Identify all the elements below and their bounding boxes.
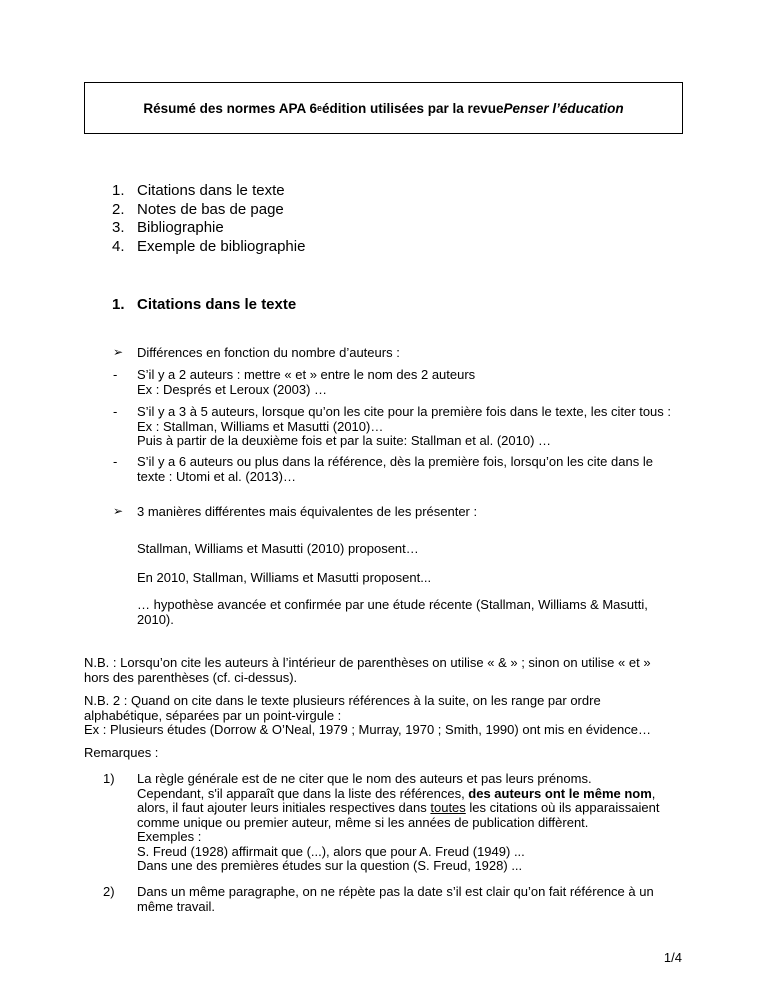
arrow-bullet-icon: ➢ <box>113 345 124 359</box>
dash-bullet: - <box>113 454 118 469</box>
dash-bullet: - <box>113 367 118 382</box>
example-line: Stallman, Williams et Masutti (2010) proposent… <box>137 541 419 556</box>
document-title <box>84 82 683 134</box>
dash-item: S’il y a 3 à 5 auteurs, lorsque qu’on les cite pour la première fois dans le texte, les citer tous : Ex : Stallman, Williams et Masutti (2010)… Puis à partir de la deuxième fois et par la suite: Stallman et al. (2010) … <box>137 404 671 448</box>
title-superscript: e <box>316 103 322 113</box>
page-number: 1/4 <box>663 950 682 965</box>
bullet-text: Différences en fonction du nombre d’auteurs : <box>137 345 400 360</box>
toc-item: 3. Bibliographie <box>112 219 224 236</box>
toc-item: 2. Notes de bas de page <box>112 200 284 218</box>
journal-name: Penser l’éducation <box>503 100 624 116</box>
arrow-bullet-icon: ➢ <box>113 504 124 518</box>
dash-item: S’il y a 6 auteurs ou plus dans la référence, dès la première fois, lorsqu’on les cite dans le texte : Utomi et al. (2013)… <box>137 454 653 484</box>
remark-number: 1) <box>103 771 115 786</box>
bullet-text: 3 manières différentes mais équivalentes de les présenter : <box>137 504 478 519</box>
remark-item: Dans un même paragraphe, on ne répète pas la date s’il est clair qu’on fait référence à un même travail. <box>137 884 654 914</box>
note-paragraph: N.B. : Lorsqu’on cite les auteurs à l’intérieur de parenthèses on utilise « & » ; sinon on utilise « et » hors des parenthèses (cf. ci-dessus). <box>84 655 651 685</box>
title-prefix: Résumé des normes APA 6 <box>143 100 317 116</box>
note-paragraph: N.B. 2 : Quand on cite dans le texte plusieurs références à la suite, on les range par ordre alphabétique, séparées par un point-virgule : Ex : Plusieurs études (Dorrow & O’Neal, 1979 ; Murray, 1970 ; Smith, 1990) ont mis en évidence… <box>84 693 651 737</box>
example-line: En 2010, Stallman, Williams et Masutti proposent... <box>137 570 432 585</box>
remark-number: 2) <box>103 884 115 899</box>
table-of-contents <box>112 182 305 256</box>
dash-bullet: - <box>113 404 118 419</box>
section-heading: 1. Citations dans le texte <box>112 296 297 313</box>
example-line: … hypothèse avancée et confirmée par une étude récente (Stallman, Williams & Masutti, 2010). <box>137 597 648 627</box>
title-middle: édition utilisées par la revue <box>321 100 504 116</box>
remarks-heading: Remarques : <box>84 745 159 760</box>
toc-item: 1. Citations dans le texte <box>112 182 285 199</box>
toc-item: 4. Exemple de bibliographie <box>112 237 306 255</box>
remark-item: La règle générale est de ne citer que le nom des auteurs et pas leurs prénoms. Cependant, s'il apparaît que dans la liste des références, des auteurs ont le même nom, alors, il faut ajouter leurs initiales respectives dans toutes les citations où ils apparaissaient comme unique ou premier auteur, même si les années de publication diffèrent. Exemples : S. Freud (1928) affirmait que (...), alors que pour A. Freud (1949) ... Dans une des premières études sur la question (S. Freud, 1928) ... <box>137 771 660 873</box>
dash-item: S’il y a 2 auteurs : mettre « et » entre le nom des 2 auteurs Ex : Després et Leroux (2003) … <box>137 367 476 397</box>
